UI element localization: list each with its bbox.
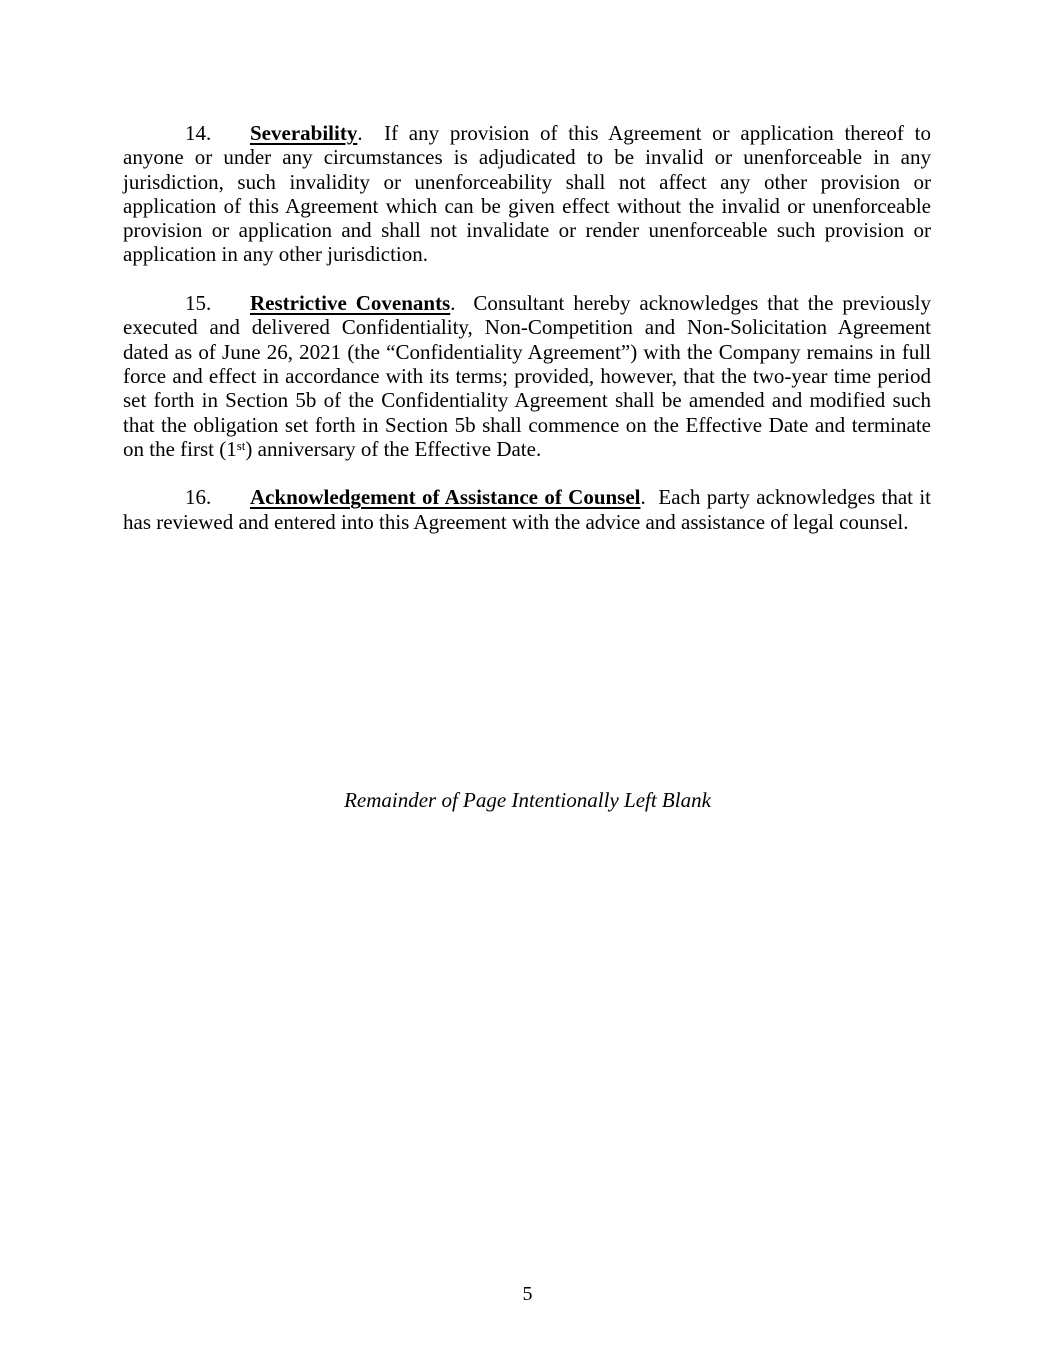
section-body-text: . Each party acknowledges that it has reviewed and entered into this Agreement with the advice and assistance of legal counsel.	[123, 485, 937, 534]
document-body	[123, 121, 937, 558]
section-paragraph-16	[123, 485, 937, 534]
section-body-continued: ) anniversary of the Effective Date.	[245, 436, 542, 461]
section-number: 14.	[185, 121, 212, 145]
section-heading: Severability	[250, 121, 358, 145]
section-number: 16.	[185, 485, 212, 510]
section-paragraph-15	[123, 291, 937, 461]
page-number: 5	[522, 1283, 533, 1305]
ordinal-superscript: st	[236, 437, 246, 453]
section-body-text: . If any provision of this Agreement or application thereof to anyone or under any circumstances is adjudicated to be invalid or unenforceable in any jurisdiction, such invalidity or unenforceability shall not affect any other provision or application of this Agreement which can be given effect without the invalid or unenforceable provision or application and shall not invalidate or render unenforceable such provision or application in any other jurisdiction.	[123, 121, 937, 267]
section-number: 15.	[185, 291, 212, 316]
section-body-text: . Consultant hereby acknowledges that the previously executed and delivered Confidentiality, Non-Competition and Non-Solicitation Agreement dated as of June 26, 2021 (the “Confidentiality Agreement”) with the Company remains in full force and effect in accordance with its terms; provided, however, that the two-year time period set forth in Section 5b of the Confidentiality Agreement shall be amended and modified such that the obligation set forth in Section 5b shall commence on the Effective Date and terminate on the first (1	[123, 291, 937, 461]
remainder-notice: Remainder of Page Intentionally Left Blank	[344, 788, 711, 812]
section-paragraph-14	[123, 121, 937, 267]
section-heading: Restrictive Covenants	[250, 291, 451, 316]
section-heading: Acknowledgement of Assistance of Counsel	[250, 485, 641, 510]
